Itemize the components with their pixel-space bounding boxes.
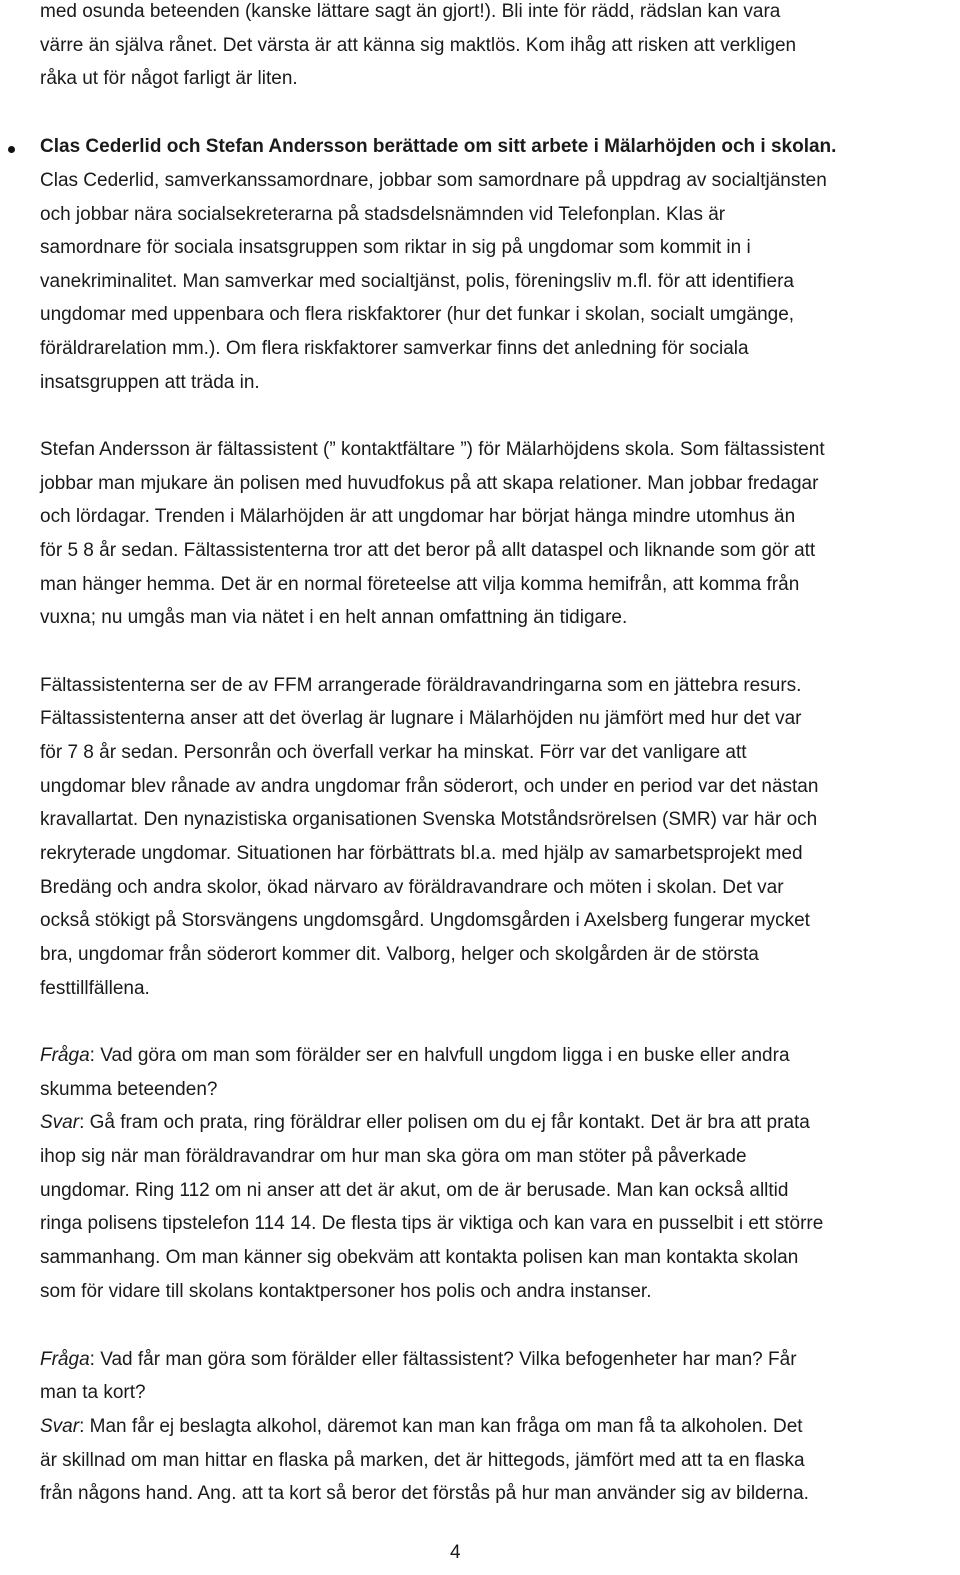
paragraph-line: för 7 8 år sedan. Personrån och överfall verkar ha minskat. Förr var det vanligare att bbox=[40, 742, 747, 763]
answer-line: Svar: Gå fram och prata, ring föräldrar eller polisen om du ej får kontakt. Det är bra att prata bbox=[40, 1112, 810, 1133]
paragraph-line: ungdomar blev rånade av andra ungdomar från söderort, och under en period var det nästan bbox=[40, 776, 819, 797]
page-number: 4 bbox=[450, 1542, 461, 1563]
paragraph-line: festtillfällena. bbox=[40, 978, 150, 999]
paragraph-line: och lördagar. Trenden i Mälarhöjden är att ungdomar har börjat hänga mindre utomhus än bbox=[40, 506, 796, 527]
question-label: Fråga bbox=[40, 1349, 90, 1370]
paragraph-line: kravallartat. Den nynazistiska organisationen Svenska Motståndsrörelsen (SMR) var här och bbox=[40, 809, 818, 830]
question-label: Fråga bbox=[40, 1045, 90, 1066]
question-line: skumma beteenden? bbox=[40, 1079, 218, 1100]
question-line: man ta kort? bbox=[40, 1382, 146, 1403]
answer-label: Svar bbox=[40, 1416, 80, 1437]
intro-line: med osunda beteenden (kanske lättare sagt än gjort!). Bli inte för rädd, rädslan kan vara bbox=[40, 1, 781, 22]
question-line: Fråga: Vad får man göra som förälder eller fältassistent? Vilka befogenheter har man? Får bbox=[40, 1349, 797, 1370]
answer-line: är skillnad om man hittar en flaska på marken, det är hittegods, jämfört med att ta en flaska bbox=[40, 1450, 805, 1471]
paragraph-line: bra, ungdomar från söderort kommer dit. Valborg, helger och skolgården är de största bbox=[40, 944, 759, 965]
paragraph-line: ungdomar med uppenbara och flera riskfaktorer (hur det funkar i skolan, socialt umgänge, bbox=[40, 304, 795, 325]
answer-line: som för vidare till skolans kontaktpersoner hos polis och andra instanser. bbox=[40, 1281, 652, 1302]
answer-line: sammanhang. Om man känner sig obekväm att kontakta polisen kan man kontakta skolan bbox=[40, 1247, 799, 1268]
paragraph-line: föräldrarelation mm.). Om flera riskfaktorer samverkar finns det anledning för sociala bbox=[40, 338, 749, 359]
question-line: Fråga: Vad göra om man som förälder ser en halvfull ungdom ligga i en buske eller andra bbox=[40, 1045, 790, 1066]
paragraph-line: Bredäng och andra skolor, ökad närvaro av föräldravandrare och möten i skolan. Det var bbox=[40, 877, 784, 898]
paragraph-line: för 5 8 år sedan. Fältassistenterna tror att det beror på allt dataspel och liknande som gör att bbox=[40, 540, 816, 561]
bullet-heading: Clas Cederlid och Stefan Andersson berättade om sitt arbete i Mälarhöjden och i skolan. bbox=[40, 136, 837, 157]
paragraph-line: insatsgruppen att träda in. bbox=[40, 372, 260, 393]
answer-label: Svar bbox=[40, 1112, 80, 1133]
bullet-icon bbox=[8, 146, 15, 153]
paragraph-line: jobbar man mjukare än polisen med huvudfokus på att skapa relationer. Man jobbar fredagar bbox=[40, 473, 819, 494]
answer-line: ihop sig när man föräldravandrar om hur man ska göra om man stöter på påverkade bbox=[40, 1146, 747, 1167]
answer-line: Svar: Man får ej beslagta alkohol, däremot kan man kan fråga om man få ta alkoholen. Det bbox=[40, 1416, 803, 1437]
intro-line: råka ut för något farligt är liten. bbox=[40, 68, 298, 89]
paragraph-line: och jobbar nära socialsekreterarna på stadsdelsnämnden vid Telefonplan. Klas är bbox=[40, 204, 726, 225]
answer-line: från någons hand. Ang. att ta kort så beror det förstås på hur man använder sig av bilderna. bbox=[40, 1483, 809, 1504]
paragraph-line: rekryterade ungdomar. Situationen har förbättrats bl.a. med hjälp av samarbetsprojekt med bbox=[40, 843, 803, 864]
paragraph-line: Fältassistenterna anser att det överlag är lugnare i Mälarhöjden nu jämfört med hur det var bbox=[40, 708, 802, 729]
paragraph-line: Stefan Andersson är fältassistent (” kontaktfältare ”) för Mälarhöjdens skola. Som fältassistent bbox=[40, 439, 825, 460]
answer-line: ungdomar. Ring 112 om ni anser att det är akut, om de är berusade. Man kan också alltid bbox=[40, 1180, 789, 1201]
paragraph-line: man hänger hemma. Det är en normal företeelse att vilja komma hemifrån, att komma från bbox=[40, 574, 800, 595]
answer-line: ringa polisens tipstelefon 114 14. De flesta tips är viktiga och kan vara en pusselbit i ett större bbox=[40, 1213, 824, 1234]
paragraph-line: också stökigt på Storsvängens ungdomsgård. Ungdomsgården i Axelsberg fungerar mycket bbox=[40, 910, 810, 931]
paragraph-line: Clas Cederlid, samverkanssamordnare, jobbar som samordnare på uppdrag av socialtjänsten bbox=[40, 170, 827, 191]
paragraph-line: Fältassistenterna ser de av FFM arrangerade föräldravandringarna som en jättebra resurs. bbox=[40, 675, 802, 696]
paragraph-line: vanekriminalitet. Man samverkar med socialtjänst, polis, föreningsliv m.fl. för att identifiera bbox=[40, 271, 794, 292]
paragraph-line: vuxna; nu umgås man via nätet i en helt annan omfattning än tidigare. bbox=[40, 607, 628, 628]
intro-line: värre än själva rånet. Det värsta är att känna sig maktlös. Kom ihåg att risken att verkligen bbox=[40, 35, 797, 56]
paragraph-line: samordnare för sociala insatsgruppen som riktar in sig på ungdomar som kommit in i bbox=[40, 237, 751, 258]
